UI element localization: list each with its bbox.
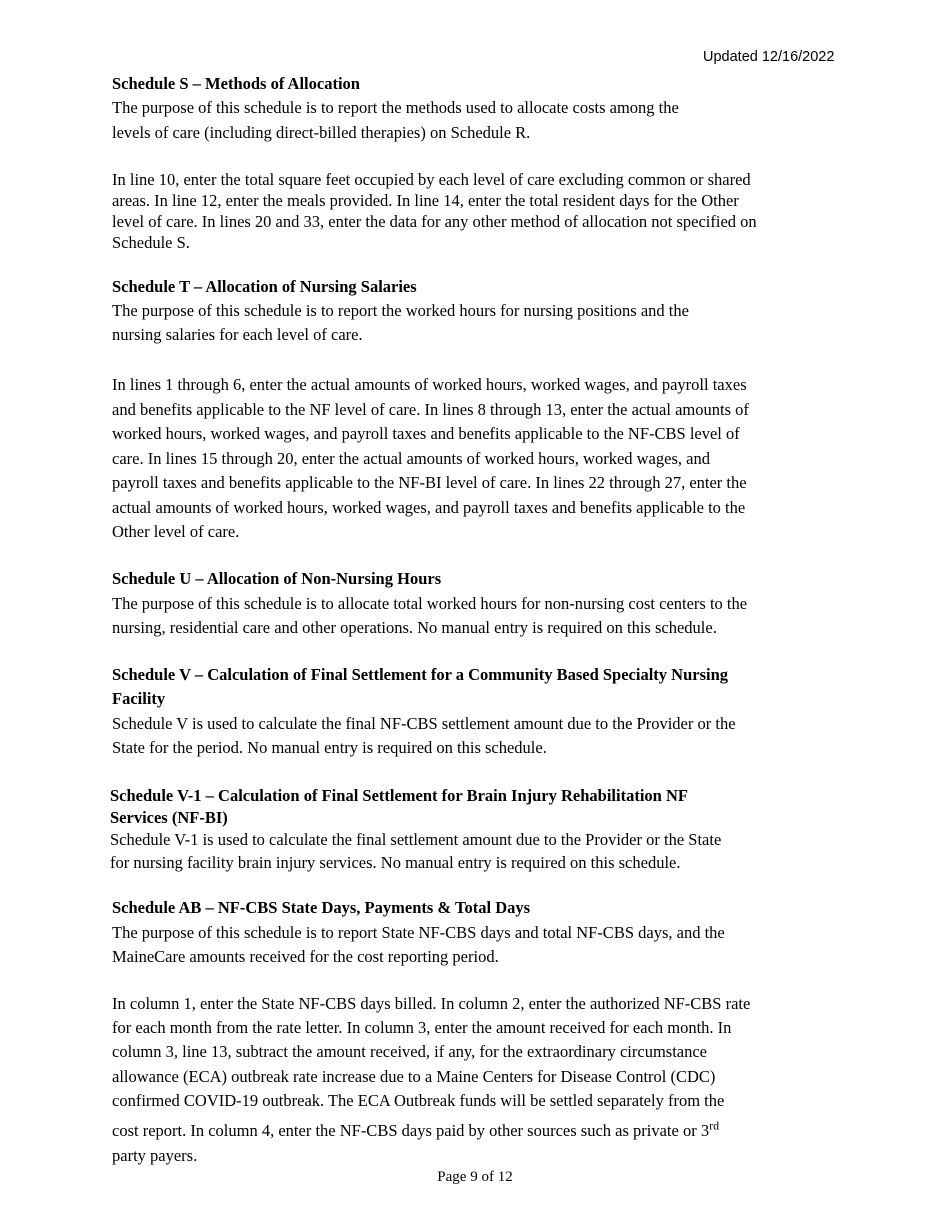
schedule-v-heading: Schedule V – Calculation of Final Settlement for a Community Based Specialty Nursing [112, 665, 729, 684]
schedule-ab-text: In column 1, enter the State NF-CBS days billed. In column 2, enter the authorized NF-CBS rate [112, 994, 751, 1013]
page-number: Page 9 of 12 [437, 1169, 513, 1185]
schedule-s-text: level of care. In lines 20 and 33, enter the data for any other method of allocation not specified on [112, 212, 757, 231]
schedule-s-heading: Schedule S – Methods of Allocation [112, 74, 360, 93]
schedule-s-text: The purpose of this schedule is to report the methods used to allocate costs among the [112, 98, 679, 117]
schedule-t-text: and benefits applicable to the NF level of care. In lines 8 through 13, enter the actual amounts of [112, 400, 749, 419]
schedule-s-text: levels of care (including direct-billed therapies) on Schedule R. [112, 123, 531, 142]
schedule-ab-text: column 3, line 13, subtract the amount received, if any, for the extraordinary circumstance [112, 1042, 707, 1061]
schedule-t-text: actual amounts of worked hours, worked wages, and payroll taxes and benefits applicable to the [112, 498, 746, 517]
schedule-v-text: State for the period. No manual entry is required on this schedule. [112, 738, 547, 757]
schedule-v1-text: for nursing facility brain injury services. No manual entry is required on this schedule. [110, 853, 681, 872]
schedule-v1-heading: Services (NF-BI) [110, 808, 228, 827]
schedule-ab-text: confirmed COVID-19 outbreak. The ECA Outbreak funds will be settled separately from the [112, 1091, 725, 1110]
schedule-t-text: nursing salaries for each level of care. [112, 325, 363, 344]
schedule-t-text: worked hours, worked wages, and payroll taxes and benefits applicable to the NF-CBS level of [112, 424, 740, 443]
schedule-t-text: Other level of care. [112, 522, 240, 541]
schedule-t-heading: Schedule T – Allocation of Nursing Salaries [112, 277, 417, 296]
schedule-ab-heading: Schedule AB – NF-CBS State Days, Payments & Total Days [112, 898, 531, 917]
schedule-v-heading: Facility [112, 689, 166, 708]
schedule-v1-heading: Schedule V-1 – Calculation of Final Settlement for Brain Injury Rehabilitation NF [110, 786, 688, 805]
schedule-u-text: The purpose of this schedule is to allocate total worked hours for non-nursing cost centers to the [112, 594, 748, 613]
schedule-t-text: The purpose of this schedule is to report the worked hours for nursing positions and the [112, 301, 689, 320]
schedule-v1-text: Schedule V-1 is used to calculate the final settlement amount due to the Provider or the State [110, 830, 722, 849]
schedule-ab-text: for each month from the rate letter. In column 3, enter the amount received for each month. In [112, 1018, 732, 1037]
schedule-v-text: Schedule V is used to calculate the final NF-CBS settlement amount due to the Provider or the [112, 714, 736, 733]
schedule-ab-text: MaineCare amounts received for the cost reporting period. [112, 947, 499, 966]
schedule-t-text: In lines 1 through 6, enter the actual amounts of worked hours, worked wages, and payroll taxes [112, 375, 747, 394]
schedule-s-text: areas. In line 12, enter the meals provided. In line 14, enter the total resident days for the Other [112, 191, 739, 210]
schedule-t-text: payroll taxes and benefits applicable to the NF-BI level of care. In lines 22 through 27, enter the [112, 473, 747, 492]
schedule-u-heading: Schedule U – Allocation of Non-Nursing Hours [112, 569, 442, 588]
ordinal-suffix: rd [709, 1118, 720, 1133]
schedule-ab-text [112, 1118, 720, 1141]
schedule-s-text: In line 10, enter the total square feet occupied by each level of care excluding common or shared [112, 170, 751, 189]
schedule-ab-text: The purpose of this schedule is to report State NF-CBS days and total NF-CBS days, and the [112, 923, 725, 942]
schedule-u-text: nursing, residential care and other operations. No manual entry is required on this schedule. [112, 618, 717, 637]
schedule-ab-text: allowance (ECA) outbreak rate increase due to a Maine Centers for Disease Control (CDC) [112, 1067, 716, 1086]
schedule-s-text: Schedule S. [112, 233, 190, 252]
updated-date: Updated 12/16/2022 [703, 49, 835, 65]
schedule-ab-text: party payers. [112, 1146, 198, 1165]
schedule-ab-text-main: cost report. In column 4, enter the NF-CBS days paid by other sources such as private or 3 [112, 1121, 710, 1140]
schedule-t-text: care. In lines 15 through 20, enter the actual amounts of worked hours, worked wages, and [112, 449, 710, 468]
